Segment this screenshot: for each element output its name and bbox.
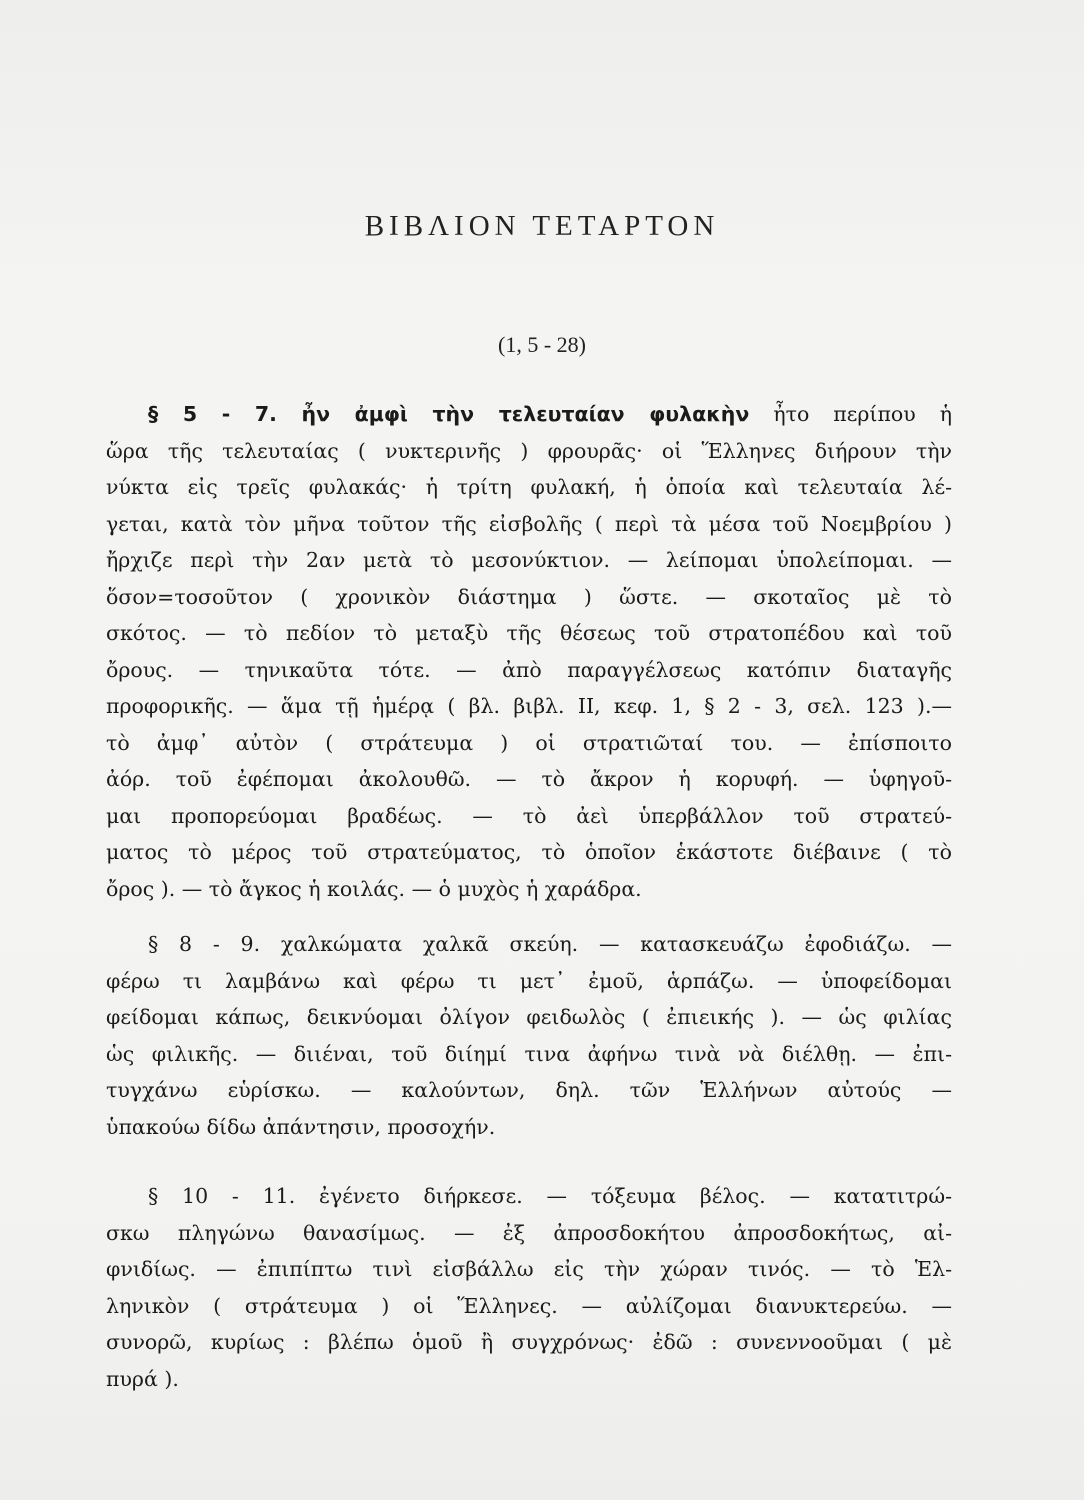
- text-line: ὅσον=τοσοῦτον ( χρονικὸν διάστημα ) ὥστε. — σκοταῖος μὲ τὸ: [106, 584, 952, 609]
- gloss: ἦτο περίπου ἡ: [749, 402, 952, 426]
- text-line: ληνικὸν ( στράτευμα ) οἱ Ἕλληνες. — αὐλίζομαι διανυκτερεύω. —: [106, 1293, 952, 1318]
- text-line: ὥρα τῆς τελευταίας ( νυκτερινῆς ) φρουρᾶς· οἱ Ἕλληνες διήρουν τὴν: [106, 438, 952, 463]
- text-line: γεται, κατὰ τὸν μῆνα τοῦτον τῆς εἰσβολῆς ( περὶ τὰ μέσα τοῦ Νοεμβρίου ): [106, 511, 952, 536]
- text-line: τυγχάνω εὑρίσκω. — καλούντων, δηλ. τῶν Ἑλλήνων αὐτούς —: [106, 1078, 952, 1102]
- text-line: φείδομαι κάπως, δεικνύομαι ὀλίγον φειδωλὸς ( ἐπιεικής ). — ὡς φιλίας: [106, 1005, 952, 1029]
- text-line: σκω πληγώνω θανασίμως. — ἐξ ἀπροσδοκήτου ἀπροσδοκήτως, αἰ-: [106, 1220, 952, 1245]
- section-reference: (1, 5 - 28): [498, 332, 586, 357]
- text-line: ἤρχιζε περὶ τὴν 2αν μετὰ τὸ μεσονύκτιον. — λείπομαι ὑπολείπομαι. —: [106, 548, 952, 572]
- text-line: § 10 - 11. ἐγένετο διήρκεσε. — τόξευμα βέλος. — κατατιτρώ-: [148, 1184, 952, 1208]
- paragraph-5-7: [106, 396, 952, 907]
- text-line: ματος τὸ μέρος τοῦ στρατεύματος, τὸ ὁποῖον ἑκάστοτε διέβαινε ( τὸ: [106, 840, 952, 864]
- text-line: μαι προπορεύομαι βραδέως. — τὸ ἀεὶ ὑπερβάλλον τοῦ στρατεύ-: [106, 803, 952, 828]
- text-line: § 8 - 9. χαλκώματα χαλκᾶ σκεύη. — κατασκευάζω ἐφοδιάζω. —: [148, 932, 952, 956]
- text-line: συνορῶ, κυρίως : βλέπω ὁμοῦ ἢ συγχρόνως· ἐδῶ : συνεννοοῦμαι ( μὲ: [106, 1330, 952, 1354]
- text-line: τὸ ἀμφ᾽ αὐτὸν ( στράτευμα ) οἱ στρατιῶταί του. — ἐπίσποιτο: [106, 730, 952, 755]
- text-line: ὡς φιλικῆς. — διιέναι, τοῦ διίημί τινα ἀφήνω τινὰ νὰ διέλθῃ. — ἐπι-: [106, 1041, 952, 1066]
- text-line: φέρω τι λαμβάνω καὶ φέρω τι μετ᾽ ἐμοῦ, ἁρπάζω. — ὑποφείδομαι: [106, 968, 952, 993]
- text-line: ὑπακούω δίδω ἀπάντησιν, προσοχήν.: [106, 1114, 496, 1139]
- text-line: νύκτα εἰς τρεῖς φυλακάς· ἡ τρίτη φυλακή, ἡ ὁποία καὶ τελευταία λέ-: [106, 475, 952, 499]
- paragraph-8-9: [106, 926, 952, 1145]
- lemma: § 5 - 7. ἦν ἀμφὶ τὴν τελευταίαν φυλακὴν: [148, 402, 750, 426]
- text-line: ὄρους. — τηνικαῦτα τότε. — ἀπὸ παραγγέλσεως κατόπιν διαταγῆς: [106, 657, 952, 682]
- text-line: σκότος. — τὸ πεδίον τὸ μεταξὺ τῆς θέσεως τοῦ στρατοπέδου καὶ τοῦ: [106, 621, 952, 645]
- text-line: ὄρος ). — τὸ ἄγκος ἡ κοιλάς. — ὁ μυχὸς ἡ χαράδρα.: [106, 876, 642, 901]
- text-line: φνιδίως. — ἐπιπίπτω τινὶ εἰσβάλλω εἰς τὴν χώραν τινός. — τὸ Ἑλ-: [106, 1257, 952, 1281]
- text-line: προφορικῆς. — ἅμα τῇ ἡμέρᾳ ( βλ. βιβλ. II, κεφ. 1, § 2 - 3, σελ. 123 ).—: [106, 694, 952, 718]
- paragraph-10-11: [106, 1178, 952, 1397]
- text-line: [106, 396, 952, 433]
- book-title: ΒΙΒΛΙΟΝ ΤΕΤΑΡΤΟΝ: [364, 210, 720, 242]
- text-line: πυρά ).: [106, 1366, 179, 1391]
- text-line: ἀόρ. τοῦ ἐφέπομαι ἀκολουθῶ. — τὸ ἄκρον ἡ κορυφή. — ὑφηγοῦ-: [106, 767, 952, 791]
